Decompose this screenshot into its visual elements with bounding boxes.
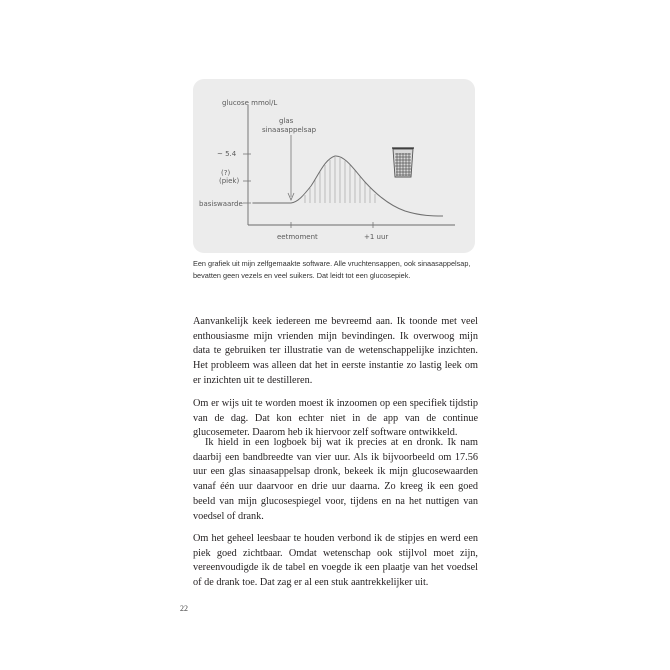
event-label-line2: sinaasappelsap xyxy=(262,126,317,134)
page-number: 22 xyxy=(180,604,188,613)
x-label-hour: +1 uur xyxy=(364,233,389,241)
glucose-curve xyxy=(253,156,443,216)
figure-caption xyxy=(193,258,478,282)
curve-hatching xyxy=(305,157,375,203)
caption-text: Een grafiek uit mijn zelfgemaakte software. Alle vruchtensappen, ook sinaasappelsap, bevatten geen vezels en veel suikers. Dat leidt tot een glucosepiek. xyxy=(193,259,471,280)
y-tick-peak-line2: (piek) xyxy=(219,177,240,185)
paragraph-2: Om er wijs uit te worden moest ik inzoomen op een specifiek tijdstip van de dag. Dat kon echter niet in de app van de continue glucosemeter. Daarom heb ik hiervoor zelf software ontwikkeld. xyxy=(193,398,478,439)
baseline-label: basiswaarde xyxy=(199,200,243,208)
paragraph-1: Aanvankelijk keek iedereen me bevreemd aan. Ik toonde met veel enthousiasme mijn vrienden mijn bevindingen. Ik overwoog mijn data te gebruiken ter illustratie van de wetenschappelijke inzichten. Het probleem was alleen dat het in eerste instantie zo lastig leek om er inzichten uit te destilleren. xyxy=(193,316,478,386)
paragraph-3: Ik hield in een logboek bij wat ik precies at en dronk. Ik nam daarbij een bandbreedte van vier uur. Als ik bijvoorbeeld om 17.56 uur een glas sinaasappelsap dronk, bekeek ik mijn glucosewaarden vanaf één uur daarvoor en drie uur daarna. Zo kreeg ik een goed beeld van mijn glucosespiegel voor, tijdens en na het nuttigen van voedsel of drank. xyxy=(193,437,478,522)
y-axis-label: glucose mmol/L xyxy=(222,99,278,107)
x-label-moment: eetmoment xyxy=(277,233,318,241)
event-label-line1: glas xyxy=(279,117,294,125)
y-tick-peak-line1: (?) xyxy=(221,169,231,177)
juice-glass-icon xyxy=(392,148,414,177)
y-tick-top: ~ 5.4 xyxy=(217,150,237,158)
glucose-sketch-chart xyxy=(193,79,475,253)
paragraph-4: Om het geheel leesbaar te houden verbond ik de stipjes en werd een piek goed zichtbaar. Omdat wetenschap ook stijlvol moet zijn, vereenvoudigde ik de tabel en voegde ik een plaatje van het voedsel of de drank toe. Dat zag er al een stuk aantrekkelijker uit. xyxy=(193,533,478,589)
figure-sketch xyxy=(193,79,475,253)
